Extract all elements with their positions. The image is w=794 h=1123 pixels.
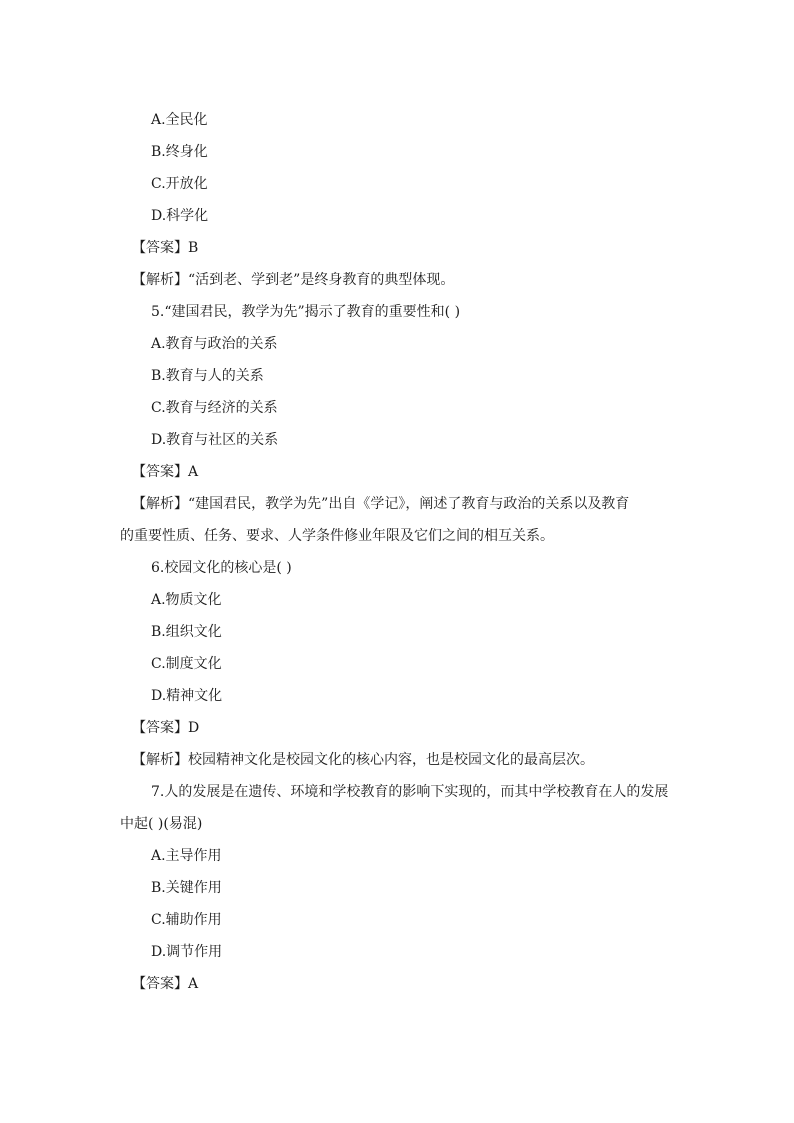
q5-option-a: A.教育与政治的关系 [151, 336, 278, 352]
q4-option-a: A.全民化 [151, 112, 208, 128]
q4-option-d: D.科学化 [151, 208, 209, 224]
q7-answer: 【答案】A [132, 976, 199, 992]
q4-analysis: 【解析】“活到老、学到老”是终身教育的典型体现。 [132, 272, 455, 288]
q6-option-d: D.精神文化 [151, 688, 223, 704]
q4-answer: 【答案】B [132, 240, 199, 256]
q5-option-b: B.教育与人的关系 [151, 368, 264, 384]
q6-option-c: C.制度文化 [151, 656, 222, 672]
q5-stem: 5.“建国君民，教学为先”揭示了教育的重要性和( ) [151, 304, 461, 320]
q7-option-d: D.调节作用 [151, 944, 223, 960]
q7-option-b: B.关键作用 [151, 880, 222, 896]
q6-analysis: 【解析】校园精神文化是校园文化的核心内容，也是校园文化的最高层次。 [132, 752, 594, 768]
q5-option-d: D.教育与社区的关系 [151, 432, 279, 448]
q4-option-c: C.开放化 [151, 176, 208, 192]
q6-answer: 【答案】D [132, 720, 200, 736]
q7-stem-line1: 7.人的发展是在遗传、环境和学校教育的影响下实现的，而其中学校教育在人的发展 [151, 784, 669, 800]
q5-analysis-line1: 【解析】“建国君民，教学为先”出自《学记》，阐述了教育与政治的关系以及教育 [132, 496, 630, 512]
q7-option-c: C.辅助作用 [151, 912, 222, 928]
q6-option-a: A.物质文化 [151, 592, 222, 608]
q4-option-b: B.终身化 [151, 144, 208, 160]
q7-option-a: A.主导作用 [151, 848, 222, 864]
q6-option-b: B.组织文化 [151, 624, 222, 640]
q7-stem-line2: 中起( )(易混) [120, 816, 203, 832]
q5-option-c: C.教育与经济的关系 [151, 400, 278, 416]
q6-stem: 6.校园文化的核心是( ) [151, 560, 292, 576]
q5-analysis-line2: 的重要性质、任务、要求、人学条件修业年限及它们之间的相互关系。 [120, 528, 554, 544]
q5-answer: 【答案】A [132, 464, 199, 480]
